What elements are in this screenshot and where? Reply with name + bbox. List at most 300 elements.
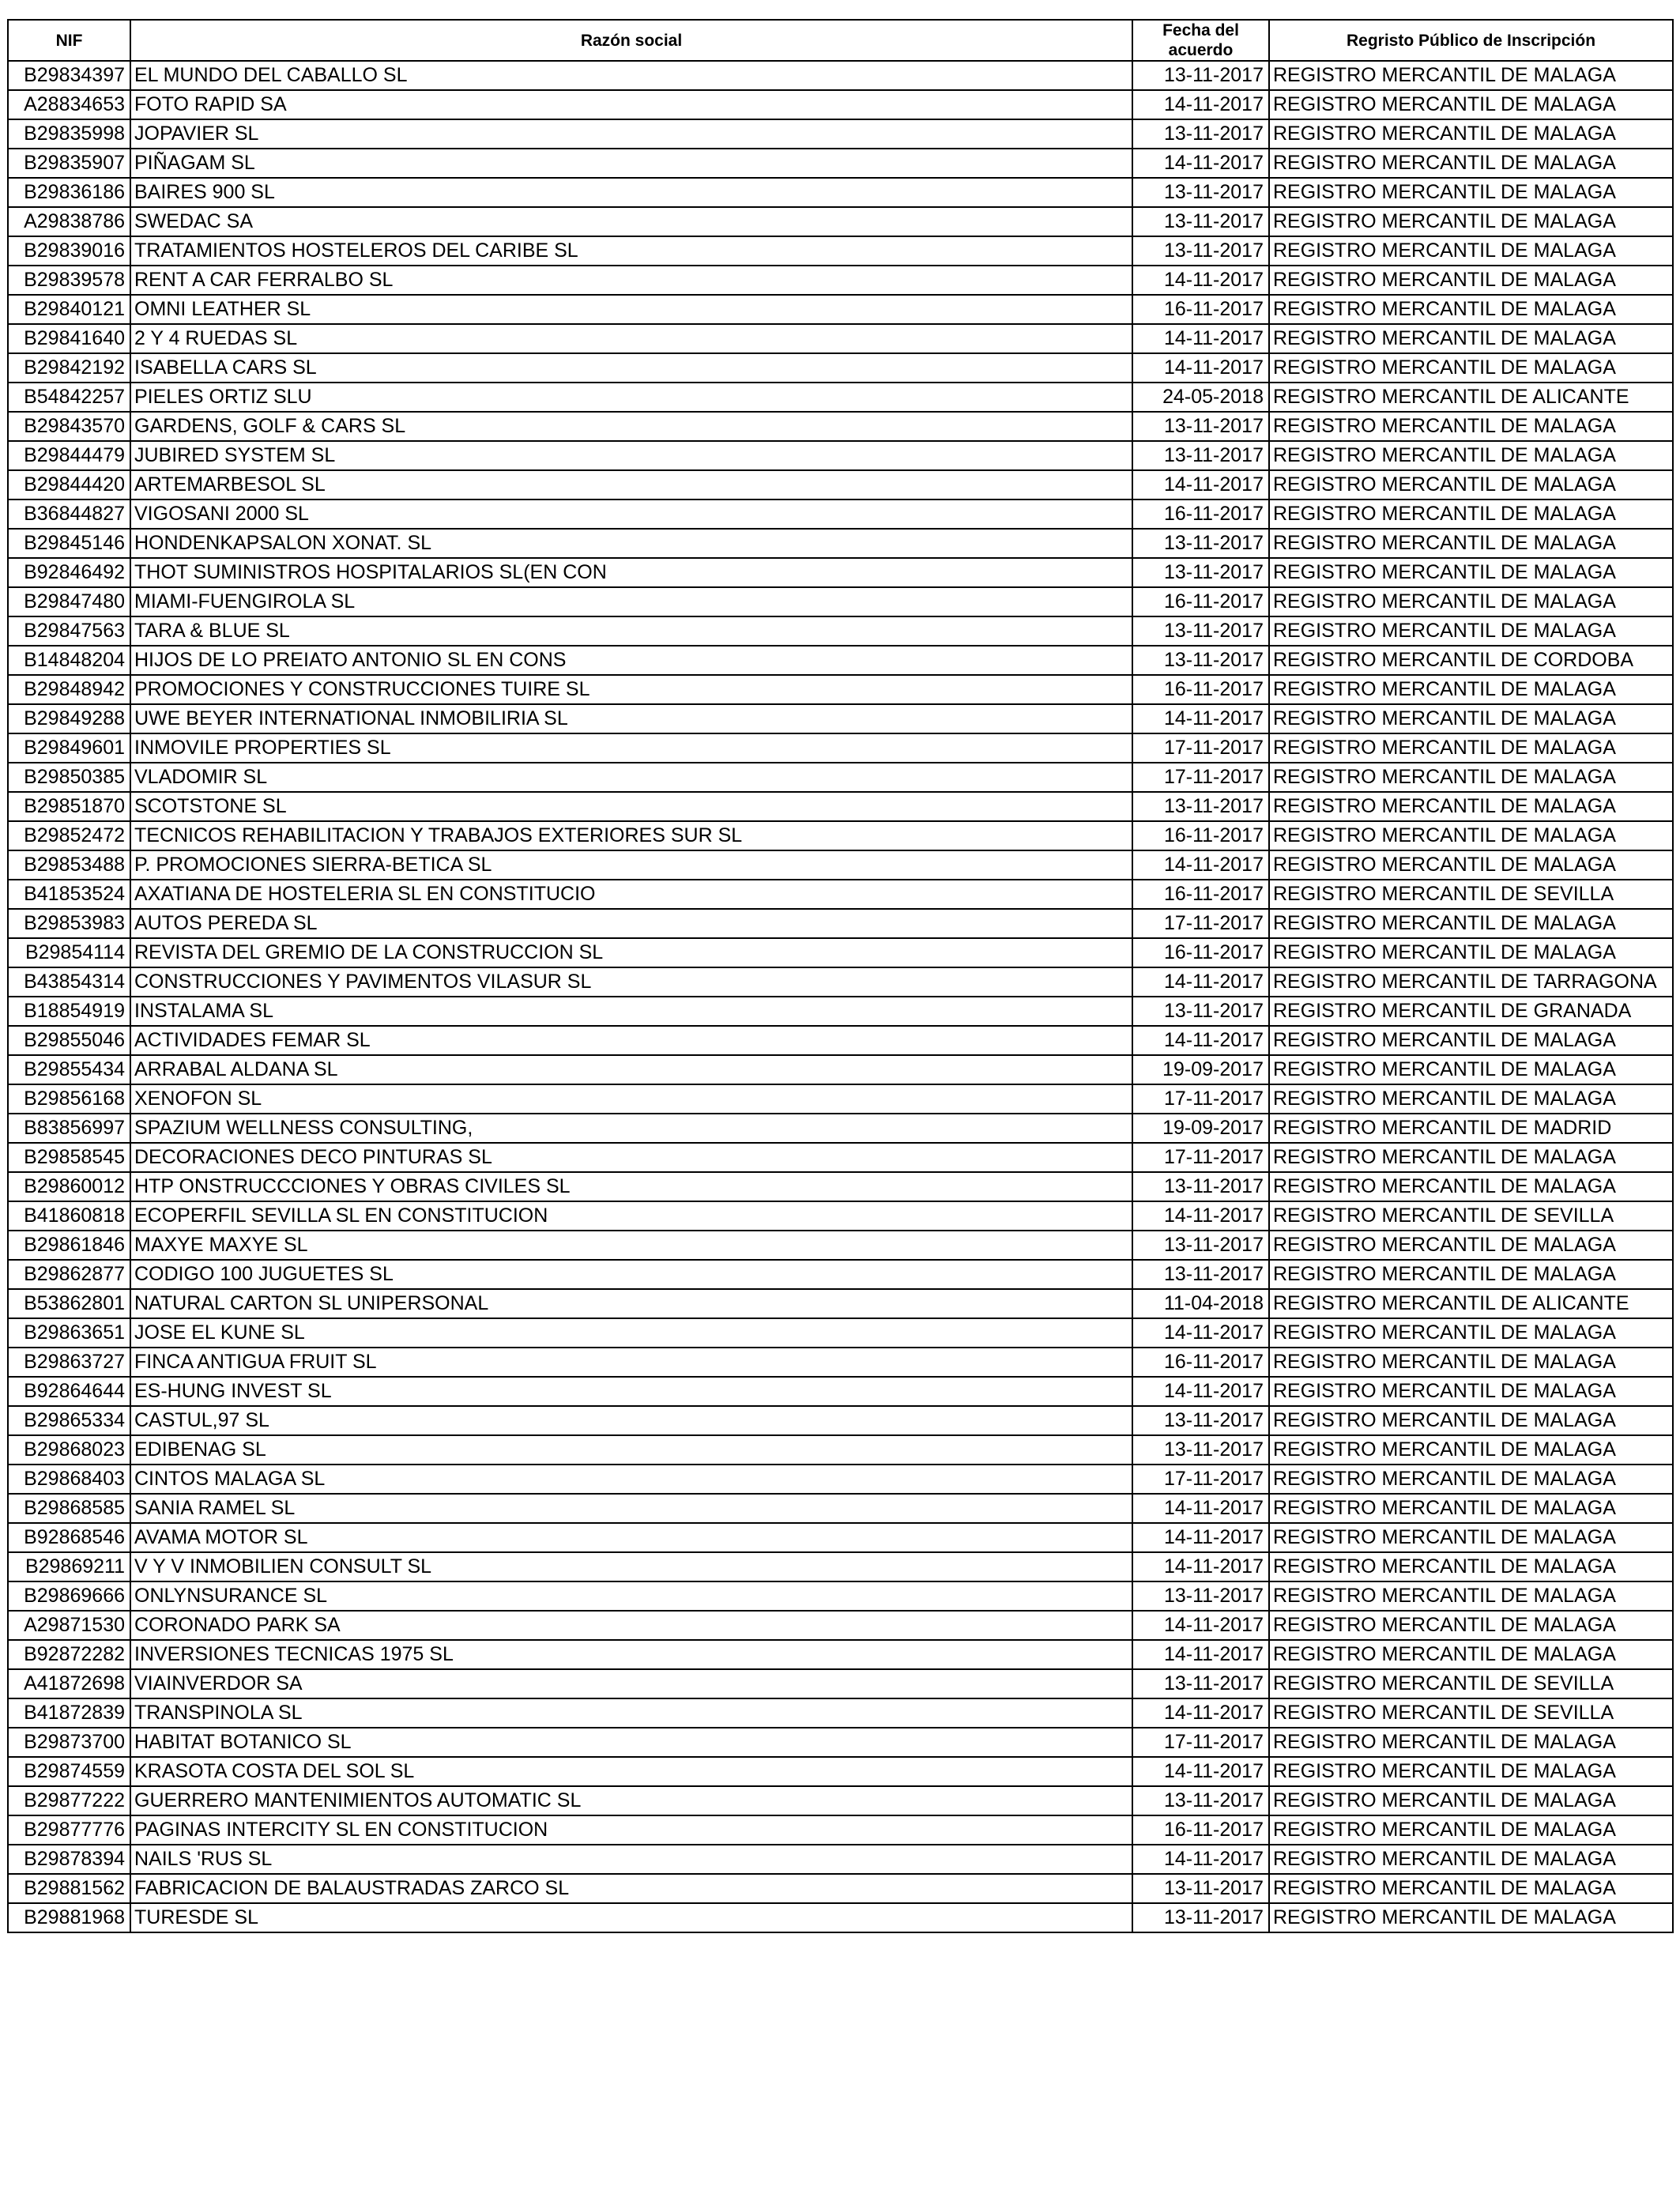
razon-social-cell: AUTOS PEREDA SL (130, 909, 1132, 938)
nif-cell: B29858545 (8, 1143, 130, 1172)
table-row (8, 1201, 1673, 1231)
razon-social-cell: TECNICOS REHABILITACION Y TRABAJOS EXTERIORES SUR SL (130, 821, 1132, 850)
fecha-cell: 14-11-2017 (1132, 1377, 1269, 1406)
razon-social-cell: INVERSIONES TECNICAS 1975 SL (130, 1640, 1132, 1669)
nif-cell: B29863651 (8, 1318, 130, 1348)
registro-cell: REGISTRO MERCANTIL DE MALAGA (1269, 587, 1673, 616)
nif-cell: B53862801 (8, 1289, 130, 1318)
table-row (8, 1494, 1673, 1523)
nif-cell: B29839578 (8, 266, 130, 295)
fecha-cell: 13-11-2017 (1132, 119, 1269, 149)
table-row (8, 353, 1673, 383)
table-row (8, 1611, 1673, 1640)
fecha-cell: 13-11-2017 (1132, 412, 1269, 441)
registro-cell: REGISTRO MERCANTIL DE MALAGA (1269, 529, 1673, 558)
registro-cell: REGISTRO MERCANTIL DE MALAGA (1269, 938, 1673, 967)
table-row (8, 1728, 1673, 1757)
table-row (8, 90, 1673, 119)
razon-social-cell: NAILS 'RUS SL (130, 1845, 1132, 1874)
fecha-cell: 16-11-2017 (1132, 675, 1269, 704)
razon-social-cell: ECOPERFIL SEVILLA SL EN CONSTITUCION (130, 1201, 1132, 1231)
razon-social-cell: EDIBENAG SL (130, 1435, 1132, 1465)
razon-social-cell: PIÑAGAM SL (130, 149, 1132, 178)
table-row (8, 178, 1673, 207)
nif-cell: B29834397 (8, 61, 130, 90)
table-body (8, 61, 1673, 1932)
razon-social-cell: AXATIANA DE HOSTELERIA SL EN CONSTITUCIO (130, 880, 1132, 909)
table-row (8, 1084, 1673, 1114)
fecha-cell: 16-11-2017 (1132, 587, 1269, 616)
nif-cell: B14848204 (8, 646, 130, 675)
registro-cell: REGISTRO MERCANTIL DE MALAGA (1269, 909, 1673, 938)
registro-cell: REGISTRO MERCANTIL DE MALAGA (1269, 1757, 1673, 1786)
nif-cell: B29868023 (8, 1435, 130, 1465)
registro-cell: REGISTRO MERCANTIL DE MALAGA (1269, 1845, 1673, 1874)
table-row (8, 1114, 1673, 1143)
razon-social-cell: ACTIVIDADES FEMAR SL (130, 1026, 1132, 1055)
nif-cell: B29842192 (8, 353, 130, 383)
nif-cell: A28834653 (8, 90, 130, 119)
registro-cell: REGISTRO MERCANTIL DE TARRAGONA (1269, 967, 1673, 997)
razon-social-cell: JUBIRED SYSTEM SL (130, 441, 1132, 470)
table-row (8, 1786, 1673, 1815)
header-registro: Regristo Público de Inscripción (1269, 20, 1673, 61)
registro-cell: REGISTRO MERCANTIL DE MALAGA (1269, 1055, 1673, 1084)
registro-cell: REGISTRO MERCANTIL DE MALAGA (1269, 412, 1673, 441)
table-row (8, 236, 1673, 266)
razon-social-cell: VLADOMIR SL (130, 763, 1132, 792)
registro-cell: REGISTRO MERCANTIL DE MALAGA (1269, 1435, 1673, 1465)
table-row (8, 119, 1673, 149)
table-row (8, 1260, 1673, 1289)
registro-cell: REGISTRO MERCANTIL DE MALAGA (1269, 763, 1673, 792)
fecha-cell: 14-11-2017 (1132, 1026, 1269, 1055)
razon-social-cell: CODIGO 100 JUGUETES SL (130, 1260, 1132, 1289)
registro-cell: REGISTRO MERCANTIL DE MALAGA (1269, 1611, 1673, 1640)
registro-cell: REGISTRO MERCANTIL DE MALAGA (1269, 470, 1673, 499)
table-row (8, 646, 1673, 675)
nif-cell: B29843570 (8, 412, 130, 441)
registro-cell: REGISTRO MERCANTIL DE MALAGA (1269, 1465, 1673, 1494)
fecha-cell: 14-11-2017 (1132, 324, 1269, 353)
registro-cell: REGISTRO MERCANTIL DE MALAGA (1269, 295, 1673, 324)
razon-social-cell: JOPAVIER SL (130, 119, 1132, 149)
fecha-cell: 13-11-2017 (1132, 1581, 1269, 1611)
table-row (8, 412, 1673, 441)
registro-cell: REGISTRO MERCANTIL DE MALAGA (1269, 499, 1673, 529)
registro-cell: REGISTRO MERCANTIL DE MALAGA (1269, 119, 1673, 149)
header-row (8, 20, 1673, 61)
registro-cell: REGISTRO MERCANTIL DE MALAGA (1269, 1026, 1673, 1055)
registro-cell: REGISTRO MERCANTIL DE MALAGA (1269, 1084, 1673, 1114)
fecha-cell: 16-11-2017 (1132, 295, 1269, 324)
registro-cell: REGISTRO MERCANTIL DE MALAGA (1269, 1348, 1673, 1377)
table-row (8, 821, 1673, 850)
registro-cell: REGISTRO MERCANTIL DE MALAGA (1269, 1318, 1673, 1348)
nif-cell: B29869666 (8, 1581, 130, 1611)
razon-social-cell: INSTALAMA SL (130, 997, 1132, 1026)
nif-cell: B29847480 (8, 587, 130, 616)
fecha-cell: 14-11-2017 (1132, 1523, 1269, 1552)
fecha-cell: 13-11-2017 (1132, 616, 1269, 646)
registro-cell: REGISTRO MERCANTIL DE MALAGA (1269, 1640, 1673, 1669)
razon-social-cell: FOTO RAPID SA (130, 90, 1132, 119)
table-row (8, 997, 1673, 1026)
registro-cell: REGISTRO MERCANTIL DE MALAGA (1269, 61, 1673, 90)
razon-social-cell: JOSE EL KUNE SL (130, 1318, 1132, 1348)
registro-cell: REGISTRO MERCANTIL DE MALAGA (1269, 675, 1673, 704)
razon-social-cell: SWEDAC SA (130, 207, 1132, 236)
razon-social-cell: PIELES ORTIZ SLU (130, 383, 1132, 412)
fecha-cell: 13-11-2017 (1132, 1406, 1269, 1435)
nif-cell: B43854314 (8, 967, 130, 997)
registro-cell: REGISTRO MERCANTIL DE MALAGA (1269, 558, 1673, 587)
razon-social-cell: SCOTSTONE SL (130, 792, 1132, 821)
fecha-cell: 14-11-2017 (1132, 1552, 1269, 1581)
nif-cell: B29849288 (8, 704, 130, 733)
fecha-cell: 13-11-2017 (1132, 1260, 1269, 1289)
table-row (8, 1172, 1673, 1201)
fecha-cell: 17-11-2017 (1132, 763, 1269, 792)
nif-cell: B29850385 (8, 763, 130, 792)
razon-social-cell: EL MUNDO DEL CABALLO SL (130, 61, 1132, 90)
nif-cell: B29863727 (8, 1348, 130, 1377)
nif-cell: B29853983 (8, 909, 130, 938)
fecha-cell: 13-11-2017 (1132, 207, 1269, 236)
fecha-cell: 13-11-2017 (1132, 646, 1269, 675)
fecha-cell: 13-11-2017 (1132, 1231, 1269, 1260)
table-row (8, 1523, 1673, 1552)
table-row (8, 1669, 1673, 1698)
table-row (8, 1406, 1673, 1435)
registro-cell: REGISTRO MERCANTIL DE MALAGA (1269, 1523, 1673, 1552)
table-row (8, 1903, 1673, 1932)
razon-social-cell: DECORACIONES DECO PINTURAS SL (130, 1143, 1132, 1172)
registro-cell: REGISTRO MERCANTIL DE MALAGA (1269, 90, 1673, 119)
fecha-cell: 19-09-2017 (1132, 1114, 1269, 1143)
fecha-cell: 16-11-2017 (1132, 821, 1269, 850)
registro-cell: REGISTRO MERCANTIL DE MALAGA (1269, 324, 1673, 353)
fecha-cell: 17-11-2017 (1132, 1143, 1269, 1172)
razon-social-cell: ISABELLA CARS SL (130, 353, 1132, 383)
registro-cell: REGISTRO MERCANTIL DE MALAGA (1269, 1581, 1673, 1611)
fecha-cell: 16-11-2017 (1132, 880, 1269, 909)
registro-cell: REGISTRO MERCANTIL DE MALAGA (1269, 821, 1673, 850)
fecha-cell: 19-09-2017 (1132, 1055, 1269, 1084)
table-row (8, 704, 1673, 733)
nif-cell: B29868585 (8, 1494, 130, 1523)
fecha-cell: 14-11-2017 (1132, 353, 1269, 383)
nif-cell: B29869211 (8, 1552, 130, 1581)
registro-cell: REGISTRO MERCANTIL DE MALAGA (1269, 207, 1673, 236)
razon-social-cell: REVISTA DEL GREMIO DE LA CONSTRUCCION SL (130, 938, 1132, 967)
fecha-cell: 14-11-2017 (1132, 266, 1269, 295)
nif-cell: B29853488 (8, 850, 130, 880)
table-row (8, 909, 1673, 938)
fecha-cell: 13-11-2017 (1132, 792, 1269, 821)
registro-cell: REGISTRO MERCANTIL DE MALAGA (1269, 1172, 1673, 1201)
registro-cell: REGISTRO MERCANTIL DE SEVILLA (1269, 880, 1673, 909)
fecha-cell: 13-11-2017 (1132, 178, 1269, 207)
razon-social-cell: CONSTRUCCIONES Y PAVIMENTOS VILASUR SL (130, 967, 1132, 997)
fecha-cell: 13-11-2017 (1132, 997, 1269, 1026)
registro-cell: REGISTRO MERCANTIL DE MALAGA (1269, 1552, 1673, 1581)
nif-cell: B29835907 (8, 149, 130, 178)
fecha-cell: 16-11-2017 (1132, 938, 1269, 967)
razon-social-cell: GARDENS, GOLF & CARS SL (130, 412, 1132, 441)
fecha-cell: 13-11-2017 (1132, 1786, 1269, 1815)
fecha-cell: 17-11-2017 (1132, 733, 1269, 763)
table-row (8, 1435, 1673, 1465)
registro-cell: REGISTRO MERCANTIL DE MALAGA (1269, 1406, 1673, 1435)
table-row (8, 1815, 1673, 1845)
razon-social-cell: SANIA RAMEL SL (130, 1494, 1132, 1523)
table-row (8, 470, 1673, 499)
table-row (8, 1348, 1673, 1377)
razon-social-cell: NATURAL CARTON SL UNIPERSONAL (130, 1289, 1132, 1318)
razon-social-cell: HTP ONSTRUCCCIONES Y OBRAS CIVILES SL (130, 1172, 1132, 1201)
razon-social-cell: ARTEMARBESOL SL (130, 470, 1132, 499)
table-row (8, 1874, 1673, 1903)
razon-social-cell: XENOFON SL (130, 1084, 1132, 1114)
table-row (8, 266, 1673, 295)
registro-cell: REGISTRO MERCANTIL DE MALAGA (1269, 1786, 1673, 1815)
nif-cell: B29860012 (8, 1172, 130, 1201)
nif-cell: B29865334 (8, 1406, 130, 1435)
fecha-cell: 13-11-2017 (1132, 558, 1269, 587)
table-row (8, 880, 1673, 909)
table-row (8, 499, 1673, 529)
table-row (8, 850, 1673, 880)
razon-social-cell: TRANSPINOLA SL (130, 1698, 1132, 1728)
table-row (8, 61, 1673, 90)
razon-social-cell: FINCA ANTIGUA FRUIT SL (130, 1348, 1132, 1377)
nif-cell: B29881562 (8, 1874, 130, 1903)
table-row (8, 1026, 1673, 1055)
fecha-cell: 16-11-2017 (1132, 499, 1269, 529)
fecha-cell: 11-04-2018 (1132, 1289, 1269, 1318)
table-row (8, 1640, 1673, 1669)
registro-cell: REGISTRO MERCANTIL DE MALAGA (1269, 1903, 1673, 1932)
fecha-cell: 14-11-2017 (1132, 1318, 1269, 1348)
nif-cell: B29845146 (8, 529, 130, 558)
registro-cell: REGISTRO MERCANTIL DE CORDOBA (1269, 646, 1673, 675)
nif-cell: B18854919 (8, 997, 130, 1026)
nif-cell: B29877222 (8, 1786, 130, 1815)
nif-cell: B54842257 (8, 383, 130, 412)
fecha-cell: 17-11-2017 (1132, 1084, 1269, 1114)
registro-cell: REGISTRO MERCANTIL DE SEVILLA (1269, 1698, 1673, 1728)
table-row (8, 1698, 1673, 1728)
fecha-cell: 13-11-2017 (1132, 441, 1269, 470)
table-row (8, 616, 1673, 646)
table-row (8, 733, 1673, 763)
razon-social-cell: HABITAT BOTANICO SL (130, 1728, 1132, 1757)
nif-cell: B29855434 (8, 1055, 130, 1084)
registro-cell: REGISTRO MERCANTIL DE MALAGA (1269, 1143, 1673, 1172)
fecha-cell: 14-11-2017 (1132, 1201, 1269, 1231)
fecha-cell: 17-11-2017 (1132, 909, 1269, 938)
nif-cell: B29856168 (8, 1084, 130, 1114)
razon-social-cell: TRATAMIENTOS HOSTELEROS DEL CARIBE SL (130, 236, 1132, 266)
nif-cell: A29871530 (8, 1611, 130, 1640)
razon-social-cell: CORONADO PARK SA (130, 1611, 1132, 1640)
fecha-cell: 14-11-2017 (1132, 1611, 1269, 1640)
razon-social-cell: TURESDE SL (130, 1903, 1132, 1932)
nif-cell: B29873700 (8, 1728, 130, 1757)
fecha-cell: 24-05-2018 (1132, 383, 1269, 412)
table-row (8, 938, 1673, 967)
registro-cell: REGISTRO MERCANTIL DE MALAGA (1269, 733, 1673, 763)
registro-cell: REGISTRO MERCANTIL DE MALAGA (1269, 1260, 1673, 1289)
nif-cell: B29874559 (8, 1757, 130, 1786)
registro-cell: REGISTRO MERCANTIL DE MALAGA (1269, 441, 1673, 470)
razon-social-cell: TARA & BLUE SL (130, 616, 1132, 646)
fecha-cell: 13-11-2017 (1132, 236, 1269, 266)
razon-social-cell: MAXYE MAXYE SL (130, 1231, 1132, 1260)
nif-cell: B29844479 (8, 441, 130, 470)
fecha-cell: 13-11-2017 (1132, 1874, 1269, 1903)
nif-cell: B29877776 (8, 1815, 130, 1845)
nif-cell: B41860818 (8, 1201, 130, 1231)
nif-cell: B29851870 (8, 792, 130, 821)
registro-cell: REGISTRO MERCANTIL DE MALAGA (1269, 1874, 1673, 1903)
table-row (8, 324, 1673, 353)
fecha-cell: 14-11-2017 (1132, 704, 1269, 733)
fecha-cell: 16-11-2017 (1132, 1815, 1269, 1845)
table-row (8, 1552, 1673, 1581)
razon-social-cell: ARRABAL ALDANA SL (130, 1055, 1132, 1084)
nif-cell: B29854114 (8, 938, 130, 967)
razon-social-cell: HIJOS DE LO PREIATO ANTONIO SL EN CONS (130, 646, 1132, 675)
nif-cell: B29861846 (8, 1231, 130, 1260)
fecha-cell: 13-11-2017 (1132, 1669, 1269, 1698)
fecha-cell: 16-11-2017 (1132, 1348, 1269, 1377)
table-row (8, 1845, 1673, 1874)
fecha-cell: 13-11-2017 (1132, 61, 1269, 90)
table-row (8, 587, 1673, 616)
razon-social-cell: AVAMA MOTOR SL (130, 1523, 1132, 1552)
table-row (8, 383, 1673, 412)
razon-social-cell: P. PROMOCIONES SIERRA-BETICA SL (130, 850, 1132, 880)
registro-cell: REGISTRO MERCANTIL DE ALICANTE (1269, 383, 1673, 412)
nif-cell: B29848942 (8, 675, 130, 704)
registro-cell: REGISTRO MERCANTIL DE SEVILLA (1269, 1669, 1673, 1698)
registro-cell: REGISTRO MERCANTIL DE MALAGA (1269, 1494, 1673, 1523)
nif-cell: B29847563 (8, 616, 130, 646)
registro-cell: REGISTRO MERCANTIL DE MALAGA (1269, 178, 1673, 207)
registro-cell: REGISTRO MERCANTIL DE MALAGA (1269, 1728, 1673, 1757)
registro-cell: REGISTRO MERCANTIL DE MALAGA (1269, 1377, 1673, 1406)
nif-cell: B92868546 (8, 1523, 130, 1552)
nif-cell: B29849601 (8, 733, 130, 763)
table-row (8, 295, 1673, 324)
razon-social-cell: VIAINVERDOR SA (130, 1669, 1132, 1698)
fecha-cell: 14-11-2017 (1132, 1640, 1269, 1669)
nif-cell: B29881968 (8, 1903, 130, 1932)
razon-social-cell: RENT A CAR FERRALBO SL (130, 266, 1132, 295)
razon-social-cell: 2 Y 4 RUEDAS SL (130, 324, 1132, 353)
header-fecha-acuerdo: Fecha del acuerdo (1132, 20, 1269, 61)
registro-cell: REGISTRO MERCANTIL DE MALAGA (1269, 792, 1673, 821)
razon-social-cell: THOT SUMINISTROS HOSPITALARIOS SL(EN CON (130, 558, 1132, 587)
nif-cell: B29840121 (8, 295, 130, 324)
table-row (8, 967, 1673, 997)
fecha-cell: 13-11-2017 (1132, 1903, 1269, 1932)
fecha-cell: 14-11-2017 (1132, 1494, 1269, 1523)
nif-cell: B29844420 (8, 470, 130, 499)
registro-cell: REGISTRO MERCANTIL DE MALAGA (1269, 149, 1673, 178)
nif-cell: B29855046 (8, 1026, 130, 1055)
nif-cell: B41872839 (8, 1698, 130, 1728)
razon-social-cell: MIAMI-FUENGIROLA SL (130, 587, 1132, 616)
fecha-cell: 14-11-2017 (1132, 90, 1269, 119)
registro-cell: REGISTRO MERCANTIL DE MALAGA (1269, 1231, 1673, 1260)
fecha-cell: 17-11-2017 (1132, 1465, 1269, 1494)
fecha-cell: 14-11-2017 (1132, 1698, 1269, 1728)
nif-cell: B92872282 (8, 1640, 130, 1669)
razon-social-cell: GUERRERO MANTENIMIENTOS AUTOMATIC SL (130, 1786, 1132, 1815)
table-row (8, 792, 1673, 821)
nif-cell: B83856997 (8, 1114, 130, 1143)
nif-cell: B29868403 (8, 1465, 130, 1494)
table-row (8, 529, 1673, 558)
table-row (8, 1289, 1673, 1318)
razon-social-cell: FABRICACION DE BALAUSTRADAS ZARCO SL (130, 1874, 1132, 1903)
razon-social-cell: CASTUL,97 SL (130, 1406, 1132, 1435)
fecha-cell: 13-11-2017 (1132, 1172, 1269, 1201)
table-row (8, 1377, 1673, 1406)
nif-cell: B29839016 (8, 236, 130, 266)
razon-social-cell: HONDENKAPSALON XONAT. SL (130, 529, 1132, 558)
table-row (8, 558, 1673, 587)
fecha-cell: 14-11-2017 (1132, 1757, 1269, 1786)
registro-cell: REGISTRO MERCANTIL DE MADRID (1269, 1114, 1673, 1143)
razon-social-cell: V Y V INMOBILIEN CONSULT SL (130, 1552, 1132, 1581)
table-row (8, 149, 1673, 178)
razon-social-cell: CINTOS MALAGA SL (130, 1465, 1132, 1494)
nif-cell: B92864644 (8, 1377, 130, 1406)
registro-cell: REGISTRO MERCANTIL DE MALAGA (1269, 704, 1673, 733)
table-row (8, 1143, 1673, 1172)
razon-social-cell: VIGOSANI 2000 SL (130, 499, 1132, 529)
table-row (8, 763, 1673, 792)
registro-cell: REGISTRO MERCANTIL DE MALAGA (1269, 850, 1673, 880)
fecha-cell: 13-11-2017 (1132, 1435, 1269, 1465)
nif-cell: B29841640 (8, 324, 130, 353)
razon-social-cell: UWE BEYER INTERNATIONAL INMOBILIRIA SL (130, 704, 1132, 733)
registro-cell: REGISTRO MERCANTIL DE MALAGA (1269, 1815, 1673, 1845)
nif-cell: A29838786 (8, 207, 130, 236)
nif-cell: B29862877 (8, 1260, 130, 1289)
table-row (8, 1465, 1673, 1494)
header-nif: NIF (8, 20, 130, 61)
fecha-cell: 14-11-2017 (1132, 149, 1269, 178)
registro-cell: REGISTRO MERCANTIL DE MALAGA (1269, 616, 1673, 646)
table-row (8, 207, 1673, 236)
registro-cell: REGISTRO MERCANTIL DE GRANADA (1269, 997, 1673, 1026)
registro-cell: REGISTRO MERCANTIL DE MALAGA (1269, 353, 1673, 383)
fecha-cell: 14-11-2017 (1132, 850, 1269, 880)
razon-social-cell: SPAZIUM WELLNESS CONSULTING, (130, 1114, 1132, 1143)
nif-cell: B29836186 (8, 178, 130, 207)
fecha-cell: 14-11-2017 (1132, 470, 1269, 499)
razon-social-cell: ONLYNSURANCE SL (130, 1581, 1132, 1611)
fecha-cell: 17-11-2017 (1132, 1728, 1269, 1757)
registry-table (7, 19, 1674, 1933)
table-row (8, 1231, 1673, 1260)
razon-social-cell: ES-HUNG INVEST SL (130, 1377, 1132, 1406)
